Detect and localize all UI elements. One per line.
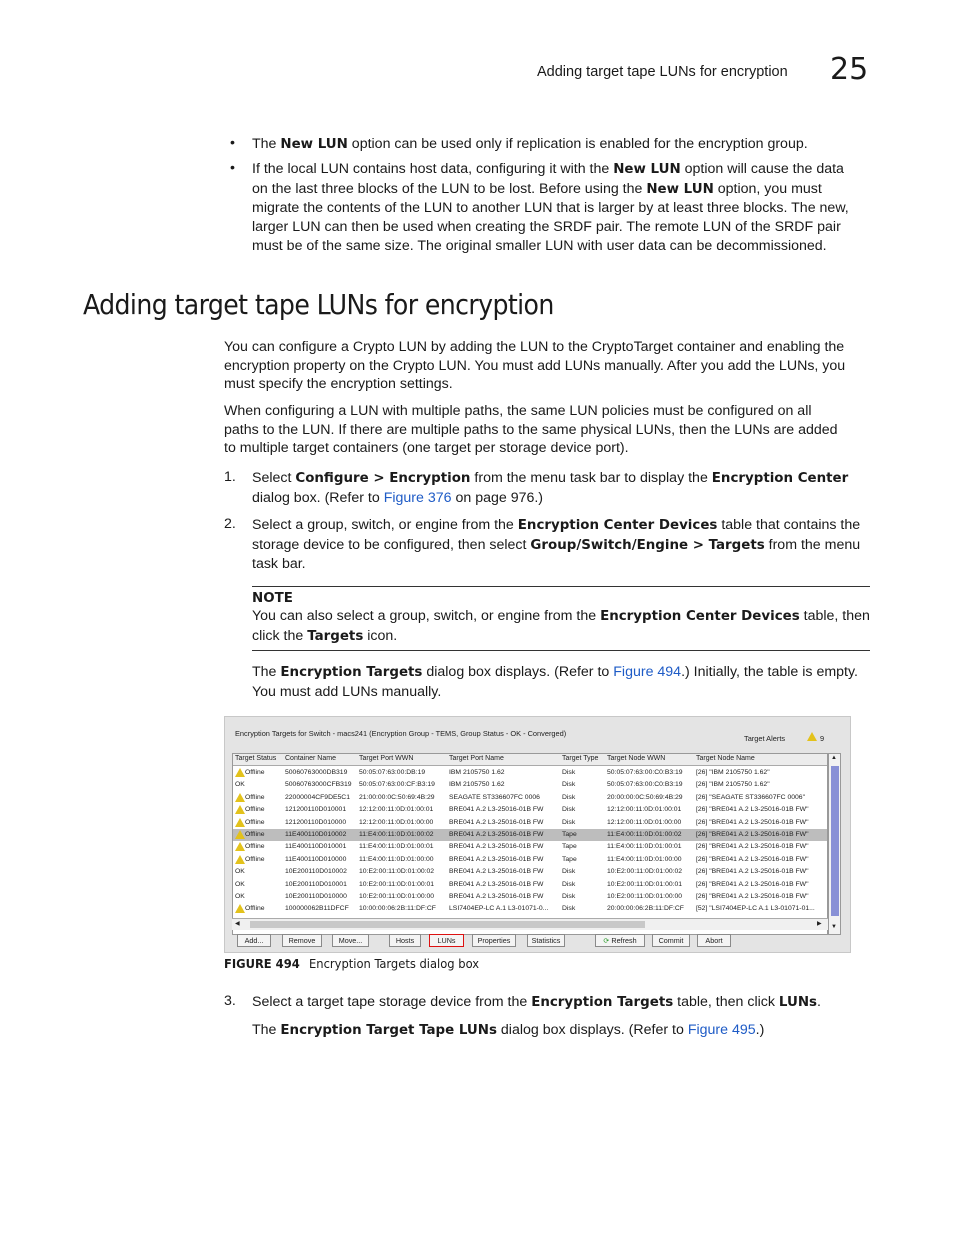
step-number: 3. <box>224 993 236 1009</box>
table-cell-node-wwn: 11:E4:00:11:0D:01:00:00 <box>607 855 682 863</box>
table-cell-port-wwn: 12:12:00:11:0D:01:00:00 <box>359 818 434 826</box>
ui-term: Encryption Center <box>711 471 849 486</box>
text-line: must specify the encryption settings. <box>224 376 453 393</box>
table-cell-type: Disk <box>562 868 576 876</box>
bullet-marker: • <box>230 160 235 176</box>
table-cell-status: Offline <box>245 855 265 863</box>
section-heading: Adding target tape LUNs for encryption <box>83 288 554 321</box>
text-line <box>252 683 872 702</box>
scroll-left-icon[interactable]: ◀ <box>235 921 240 927</box>
warning-icon <box>235 818 245 827</box>
table-cell-port-name: BRE041 A.2 L3-25016-01B FW <box>449 806 544 814</box>
text-line <box>252 160 882 180</box>
table-cell-port-name: SEAGATE ST336607FC 0006 <box>449 793 540 801</box>
step-number: 2. <box>224 516 236 532</box>
warning-icon <box>235 842 245 851</box>
warning-icon <box>235 768 245 777</box>
text-run: must be of the same size. The original smaller LUN with user data can be decommissioned. <box>252 237 827 254</box>
table-cell-container: 50060763000CFB319 <box>285 781 352 789</box>
table-cell-container: 11E400110D010002 <box>285 831 347 838</box>
step-3-result <box>252 1021 872 1041</box>
alert-warning-icon[interactable] <box>807 732 817 741</box>
table-cell-container: 10E200110D010000 <box>285 893 347 900</box>
move-button[interactable]: Move... <box>332 934 369 947</box>
intro-paragraph-2 <box>224 402 874 458</box>
note-bottom-rule <box>252 650 870 651</box>
table-cell-port-name: BRE041 A.2 L3-25016-01B FW <box>449 818 544 826</box>
text-line: You can configure a Crypto LUN by adding the LUN to the CryptoTarget container and enabling the <box>224 339 845 355</box>
table-row[interactable] <box>233 854 828 866</box>
abort-button[interactable]: Abort <box>697 934 731 947</box>
text-run: storage device to be configured, then select <box>252 536 531 553</box>
table-row[interactable] <box>233 817 828 829</box>
text-run: from the menu <box>764 536 861 553</box>
table-cell-port-wwn: 10:00:00:06:2B:11:DF:CF <box>359 905 436 913</box>
text-line <box>252 489 872 508</box>
table-cell-status: Offline <box>245 769 265 776</box>
table-cell-type: Disk <box>562 893 576 900</box>
table-cell-status: OK <box>235 868 245 876</box>
ui-term: Targets <box>307 628 364 644</box>
text-run: task bar. <box>252 556 306 573</box>
table-cell-node-name: [26] "BRE041 A.2 L3-25016-01B FW" <box>696 893 809 900</box>
text-line <box>252 663 872 683</box>
warning-icon <box>235 805 245 814</box>
scroll-up-icon[interactable]: ▲ <box>831 755 837 761</box>
table-cell-type: Disk <box>562 880 576 888</box>
table-cell-container: 10E200110D010001 <box>285 880 347 888</box>
text-run: larger LUN can then be used when creating the SRDF pair. The remote LUN of the SRDF pair <box>252 219 841 236</box>
warning-icon <box>235 793 245 802</box>
table-cell-status: OK <box>235 781 245 789</box>
table-cell-container: 50060763000DB319 <box>285 769 348 776</box>
table-cell-node-wwn: 12:12:00:11:0D:01:00:01 <box>607 806 682 814</box>
table-row[interactable] <box>233 841 828 853</box>
text-run: dialog box displays. (Refer to <box>422 664 614 680</box>
text-run: Select a group, switch, or engine from the <box>252 517 518 533</box>
table-row[interactable] <box>233 829 828 841</box>
table-cell-container: 11E400110D010000 <box>285 855 347 863</box>
table-row[interactable] <box>233 866 828 878</box>
target-alerts-label[interactable]: Target Alerts <box>744 734 786 743</box>
table-row[interactable] <box>233 779 828 791</box>
text-run: Select a target tape storage device from the <box>252 994 532 1010</box>
table-cell-status: Offline <box>245 905 265 913</box>
figure-link[interactable]: Figure 494 <box>613 664 682 680</box>
properties-button[interactable]: Properties <box>472 934 516 947</box>
table-cell-node-name: [26] "BRE041 A.2 L3-25016-01B FW" <box>696 855 809 863</box>
remove-button[interactable]: Remove <box>282 934 322 947</box>
table-cell-type: Tape <box>562 855 577 863</box>
table-cell-node-name: [26] "SEAGATE ST336607FC 0006" <box>696 793 805 801</box>
hosts-button[interactable]: Hosts <box>389 934 421 947</box>
text-run: . <box>817 994 821 1010</box>
table-cell-node-name: [26] "IBM 2105750 1.62" <box>696 781 770 789</box>
table-cell-port-wwn: 11:E4:00:11:0D:01:00:02 <box>359 831 434 838</box>
warning-icon <box>235 830 245 839</box>
refresh-button[interactable] <box>595 934 645 947</box>
note-text <box>252 607 872 646</box>
ui-term: New LUN <box>646 181 714 197</box>
table-cell-node-name: [26] "IBM 2105750 1.62" <box>696 769 770 776</box>
encryption-targets-dialog <box>224 716 851 953</box>
ui-term: Encryption Center Devices <box>517 518 718 533</box>
table-cell-container: 22000004CF9DE5C1 <box>285 793 350 801</box>
ui-term: Group/Switch/Engine > Targets <box>530 537 765 553</box>
figure-link[interactable]: Figure 376 <box>383 489 452 506</box>
step-3-text <box>252 993 872 1013</box>
note-label: NOTE <box>252 591 293 606</box>
table-cell-port-wwn: 12:12:00:11:0D:01:00:01 <box>359 806 434 814</box>
table-row[interactable] <box>233 903 828 915</box>
table-cell-type: Disk <box>562 806 576 814</box>
column-header[interactable]: Target Type <box>562 755 599 762</box>
ui-term: Encryption Targets <box>531 995 674 1010</box>
table-cell-port-name: BRE041 A.2 L3-25016-01B FW <box>449 868 544 876</box>
ui-term: Configure > Encryption <box>295 471 471 486</box>
table-cell-node-name: [52] "LSI7404EP-LC A.1 L3-01071-01... <box>696 905 815 913</box>
table-cell-port-name: BRE041 A.2 L3-25016-01B FW <box>449 831 544 838</box>
table-cell-port-wwn: 21:00:00:0C:50:69:4B:29 <box>359 793 435 801</box>
text-run: on page 976.) <box>451 489 544 506</box>
text-line <box>252 607 872 627</box>
table-row[interactable] <box>233 891 828 903</box>
table-cell-type: Disk <box>562 769 576 776</box>
text-run: table that contains the <box>717 517 861 533</box>
h-scrollbar-thumb[interactable] <box>250 921 645 928</box>
table-cell-status: OK <box>235 880 245 888</box>
table-cell-node-wwn: 20:00:00:06:2B:11:DF:CF <box>607 905 684 913</box>
table-cell-node-name: [26] "BRE041 A.2 L3-25016-01B FW" <box>696 868 809 876</box>
table-cell-type: Tape <box>562 843 577 851</box>
table-cell-node-wwn: 11:E4:00:11:0D:01:00:01 <box>607 843 682 851</box>
table-cell-node-name: [26] "BRE041 A.2 L3-25016-01B FW" <box>696 818 809 826</box>
text-run: table, then click <box>673 994 779 1010</box>
text-run: If the local LUN contains host data, configuring it with the <box>252 161 614 177</box>
table-cell-node-wwn: 20:00:00:0C:50:69:4B:29 <box>607 793 683 801</box>
table-cell-node-wwn: 50:05:07:63:00:C0:B3:19 <box>607 769 683 776</box>
table-cell-node-name: [26] "BRE041 A.2 L3-25016-01B FW" <box>696 880 809 888</box>
add-button[interactable]: Add... <box>237 934 271 947</box>
text-run: from the menu task bar to display the <box>470 470 712 486</box>
text-run: option can be used only if replication is enabled for the encryption group. <box>347 136 808 152</box>
table-cell-node-wwn: 10:E2:00:11:0D:01:00:02 <box>607 868 683 876</box>
note-top-rule <box>252 586 870 587</box>
table-cell-port-name: BRE041 A.2 L3-25016-01B FW <box>449 855 544 863</box>
horizontal-scrollbar[interactable] <box>232 918 828 930</box>
table-row[interactable] <box>233 792 828 804</box>
ui-term: New LUN <box>280 137 348 152</box>
table-cell-port-wwn: 10:E2:00:11:0D:01:00:01 <box>359 880 435 888</box>
text-run: Select <box>252 470 296 486</box>
table-cell-type: Disk <box>562 781 576 789</box>
table-cell-port-name: IBM 2105750 1.62 <box>449 781 505 789</box>
text-line <box>252 516 872 536</box>
table-cell-node-wwn: 10:E2:00:11:0D:01:00:01 <box>607 880 683 888</box>
table-cell-status: Offline <box>245 818 265 826</box>
table-cell-status: Offline <box>245 806 265 814</box>
text-line <box>252 536 872 556</box>
column-header[interactable]: Target Port WWN <box>359 755 414 762</box>
commit-button[interactable]: Commit <box>652 934 690 947</box>
table-cell-node-name: [26] "BRE041 A.2 L3-25016-01B FW" <box>696 843 809 851</box>
column-header[interactable]: Container Name <box>285 755 336 762</box>
table-cell-type: Disk <box>562 793 576 801</box>
ui-term: Encryption Targets <box>280 665 423 680</box>
table-cell-node-name: [26] "BRE041 A.2 L3-25016-01B FW" <box>696 831 809 838</box>
text-line <box>252 199 882 218</box>
refresh-label: Refresh <box>611 936 637 945</box>
table-cell-type: Tape <box>562 831 577 838</box>
table-cell-container: 100000062B11DFCF <box>285 905 349 913</box>
table-cell-container: 10E200110D010002 <box>285 868 347 876</box>
ui-term: Encryption Center Devices <box>600 609 800 624</box>
text-run: table, then <box>799 608 870 624</box>
figure-link[interactable]: Figure 495 <box>687 1022 756 1038</box>
text-run: The <box>252 1022 281 1038</box>
table-cell-node-wwn: 10:E2:00:11:0D:01:00:00 <box>607 893 683 900</box>
step-2-text <box>252 516 872 574</box>
vertical-scrollbar[interactable] <box>828 753 841 935</box>
column-header[interactable]: Target Node WWN <box>607 755 666 762</box>
bullet-marker: • <box>230 135 235 151</box>
table-cell-type: Disk <box>562 905 576 913</box>
table-row[interactable] <box>233 767 828 779</box>
table-cell-node-wwn: 12:12:00:11:0D:01:00:00 <box>607 818 682 826</box>
table-cell-node-name: [26] "BRE041 A.2 L3-25016-01B FW" <box>696 806 809 814</box>
figure-label: FIGURE 494 <box>224 957 300 972</box>
table-cell-type: Disk <box>562 818 576 826</box>
statistics-button[interactable]: Statistics <box>527 934 565 947</box>
text-run: migrate the contents of the LUN to another LUN that is larger by at least three blocks. The new, <box>252 200 849 217</box>
text-run: on the last three blocks of the LUN to be lost. Before using the <box>252 180 647 197</box>
table-cell-port-wwn: 10:E2:00:11:0D:01:00:00 <box>359 893 435 900</box>
text-line <box>252 218 882 237</box>
table-cell-status: Offline <box>245 831 265 838</box>
dialog-title: Encryption Targets for Switch - macs241 (Encryption Group - TEMS, Group Status - OK - Converged) <box>235 729 567 738</box>
bullet-item-1 <box>252 135 872 155</box>
table-cell-port-name: LSI7404EP-LC A.1 L3-01071-0... <box>449 905 549 913</box>
table-cell-status: Offline <box>245 843 265 851</box>
running-header-title: Adding target tape LUNs for encryption <box>537 64 788 80</box>
text-run: click the <box>252 627 308 644</box>
table-cell-port-name: BRE041 A.2 L3-25016-01B FW <box>449 893 544 900</box>
table-cell-port-wwn: 50:05:07:63:00:DB:19 <box>359 769 426 776</box>
column-header[interactable]: Target Status <box>235 755 277 762</box>
text-run: .) Initially, the table is empty. <box>681 664 858 680</box>
text-run: You must add LUNs manually. <box>252 683 442 700</box>
figure-caption: Encryption Targets dialog box <box>309 957 480 972</box>
scroll-down-icon[interactable]: ▼ <box>831 924 837 930</box>
step-1-text <box>252 469 872 507</box>
ui-term: New LUN <box>613 162 681 177</box>
text-run: The <box>252 664 281 680</box>
chapter-number: 25 <box>830 52 869 87</box>
warning-icon <box>235 855 245 864</box>
scrollbar-thumb[interactable] <box>831 766 839 916</box>
column-header[interactable]: Target Node Name <box>696 755 755 762</box>
refresh-icon: ⟳ <box>603 936 610 945</box>
ui-term: Encryption Target Tape LUNs <box>280 1023 497 1038</box>
text-line: encryption property on the Crypto LUN. You must add LUNs manually. After you add the LUNs, you <box>224 357 846 374</box>
table-cell-status: Offline <box>245 793 265 801</box>
table-cell-port-name: BRE041 A.2 L3-25016-01B FW <box>449 880 544 888</box>
text-line <box>252 555 872 574</box>
table-cell-port-wwn: 50:05:07:63:00:CF:B3:19 <box>359 781 435 789</box>
text-run: icon. <box>363 627 398 644</box>
text-run: .) <box>755 1022 765 1038</box>
targets-table[interactable] <box>232 753 828 935</box>
text-run: You can also select a group, switch, or engine from the <box>252 608 601 624</box>
table-cell-node-wwn: 11:E4:00:11:0D:01:00:02 <box>607 831 682 838</box>
table-cell-port-wwn: 11:E4:00:11:0D:01:00:00 <box>359 855 434 863</box>
text-line <box>252 627 872 647</box>
step-number: 1. <box>224 469 236 485</box>
text-line <box>252 469 872 489</box>
table-cell-node-wwn: 50:05:07:63:00:C0:B3:19 <box>607 781 683 789</box>
table-cell-port-wwn: 10:E2:00:11:0D:01:00:02 <box>359 868 435 876</box>
table-cell-port-wwn: 11:E4:00:11:0D:01:00:01 <box>359 843 434 851</box>
alerts-count: 9 <box>820 734 825 743</box>
table-cell-port-name: IBM 2105750 1.62 <box>449 769 505 776</box>
intro-paragraph-1 <box>224 338 874 394</box>
text-run: The <box>252 136 281 152</box>
text-line: to multiple target containers (one target per storage device port). <box>224 440 629 457</box>
table-row[interactable] <box>233 804 828 816</box>
ui-term: LUNs <box>778 995 817 1010</box>
text-run: option will cause the data <box>680 161 844 177</box>
table-cell-container: 121200110D010000 <box>285 818 347 826</box>
warning-icon <box>235 904 245 913</box>
luns-button[interactable]: LUNs <box>429 934 464 947</box>
table-cell-container: 121200110D010001 <box>285 806 347 814</box>
text-run: dialog box displays. (Refer to <box>496 1022 688 1038</box>
scroll-right-icon[interactable]: ▶ <box>817 921 822 927</box>
text-line <box>252 237 882 256</box>
after-note-text <box>252 663 872 701</box>
column-header[interactable]: Target Port Name <box>449 755 504 762</box>
table-cell-container: 11E400110D010001 <box>285 843 347 851</box>
text-run: dialog box. (Refer to <box>252 489 384 506</box>
table-cell-status: OK <box>235 893 245 900</box>
text-line: When configuring a LUN with multiple paths, the same LUN policies must be configured on all <box>224 403 812 419</box>
table-cell-port-name: BRE041 A.2 L3-25016-01B FW <box>449 843 544 851</box>
table-header <box>233 754 828 766</box>
text-run: option, you must <box>713 180 822 197</box>
text-line: paths to the LUN. If there are multiple paths to the same physical LUNs, then the LUNs are added <box>224 421 838 438</box>
bullet-item-2 <box>252 160 882 256</box>
table-row[interactable] <box>233 879 828 891</box>
text-line <box>252 180 882 200</box>
